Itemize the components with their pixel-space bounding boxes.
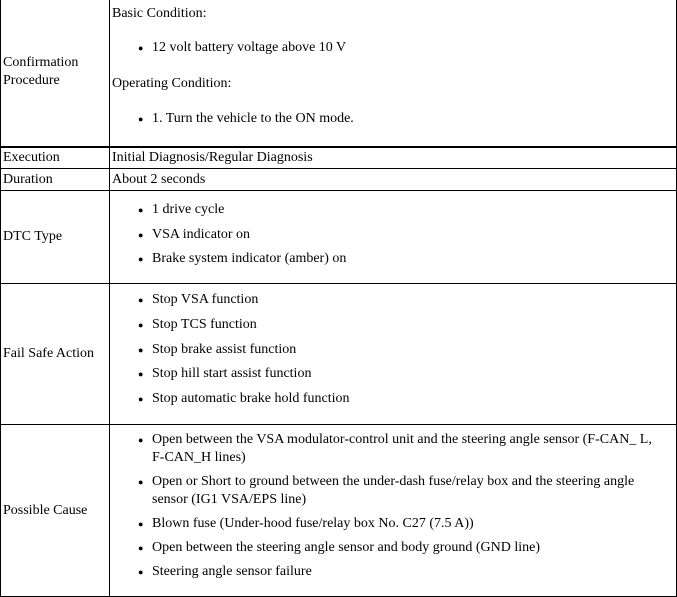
- execution-label: Execution: [1, 147, 110, 169]
- list-item: ● Blown fuse (Under-hood fuse/relay box No. C27 (7.5 A)): [138, 515, 666, 533]
- list-item: ● Open between the steering angle sensor and body ground (GND line): [138, 539, 666, 557]
- list-item: ● Stop hill start assist function: [138, 362, 674, 387]
- dtc-type-list: [112, 198, 674, 272]
- row-fail-safe-action: [1, 284, 677, 425]
- row-possible-cause: [1, 425, 677, 597]
- basic-condition-list: [112, 39, 674, 57]
- fail-safe-action-list: [112, 288, 674, 412]
- duration-label: Duration: [1, 169, 110, 191]
- list-item: ● Stop automatic brake hold function: [138, 387, 674, 412]
- fail-safe-action-label: Fail Safe Action: [1, 284, 110, 425]
- operating-condition-heading: Operating Condition:: [112, 76, 232, 91]
- confirmation-procedure-content: [110, 0, 677, 147]
- duration-value: About 2 seconds: [110, 169, 677, 191]
- list-item: ● 1. Turn the vehicle to the ON mode.: [138, 110, 674, 128]
- list-item: ● Stop VSA function: [138, 288, 674, 313]
- row-duration: [1, 169, 677, 191]
- list-item: ● Steering angle sensor failure: [138, 563, 666, 581]
- list-item: ● Open between the VSA modulator-control unit and the steering angle sensor (F-CAN_ L, F-CAN_H lines): [138, 431, 666, 467]
- dtc-type-label: DTC Type: [1, 191, 110, 284]
- list-item: ● 1 drive cycle: [138, 198, 674, 223]
- fail-safe-action-content: [110, 284, 677, 425]
- list-item: ● Open or Short to ground between the under-dash fuse/relay box and the steering angle sensor (IG1 VSA/EPS line): [138, 473, 666, 509]
- execution-value: Initial Diagnosis/Regular Diagnosis: [110, 147, 677, 169]
- row-dtc-type: [1, 191, 677, 284]
- dtc-type-content: [110, 191, 677, 284]
- possible-cause-list: [112, 431, 674, 581]
- confirmation-procedure-label: Confirmation Procedure: [1, 0, 110, 147]
- list-item: ● VSA indicator on: [138, 223, 674, 248]
- list-item: ● Stop brake assist function: [138, 338, 674, 363]
- list-item: ● Brake system indicator (amber) on: [138, 247, 674, 272]
- list-item: ● Stop TCS function: [138, 313, 674, 338]
- row-confirmation-procedure: [1, 0, 677, 147]
- possible-cause-content: [110, 425, 677, 597]
- basic-condition-heading: Basic Condition:: [112, 6, 207, 21]
- possible-cause-label: Possible Cause: [1, 425, 110, 597]
- row-execution: [1, 147, 677, 169]
- operating-condition-list: [112, 110, 674, 128]
- list-item: ● 12 volt battery voltage above 10 V: [138, 39, 674, 57]
